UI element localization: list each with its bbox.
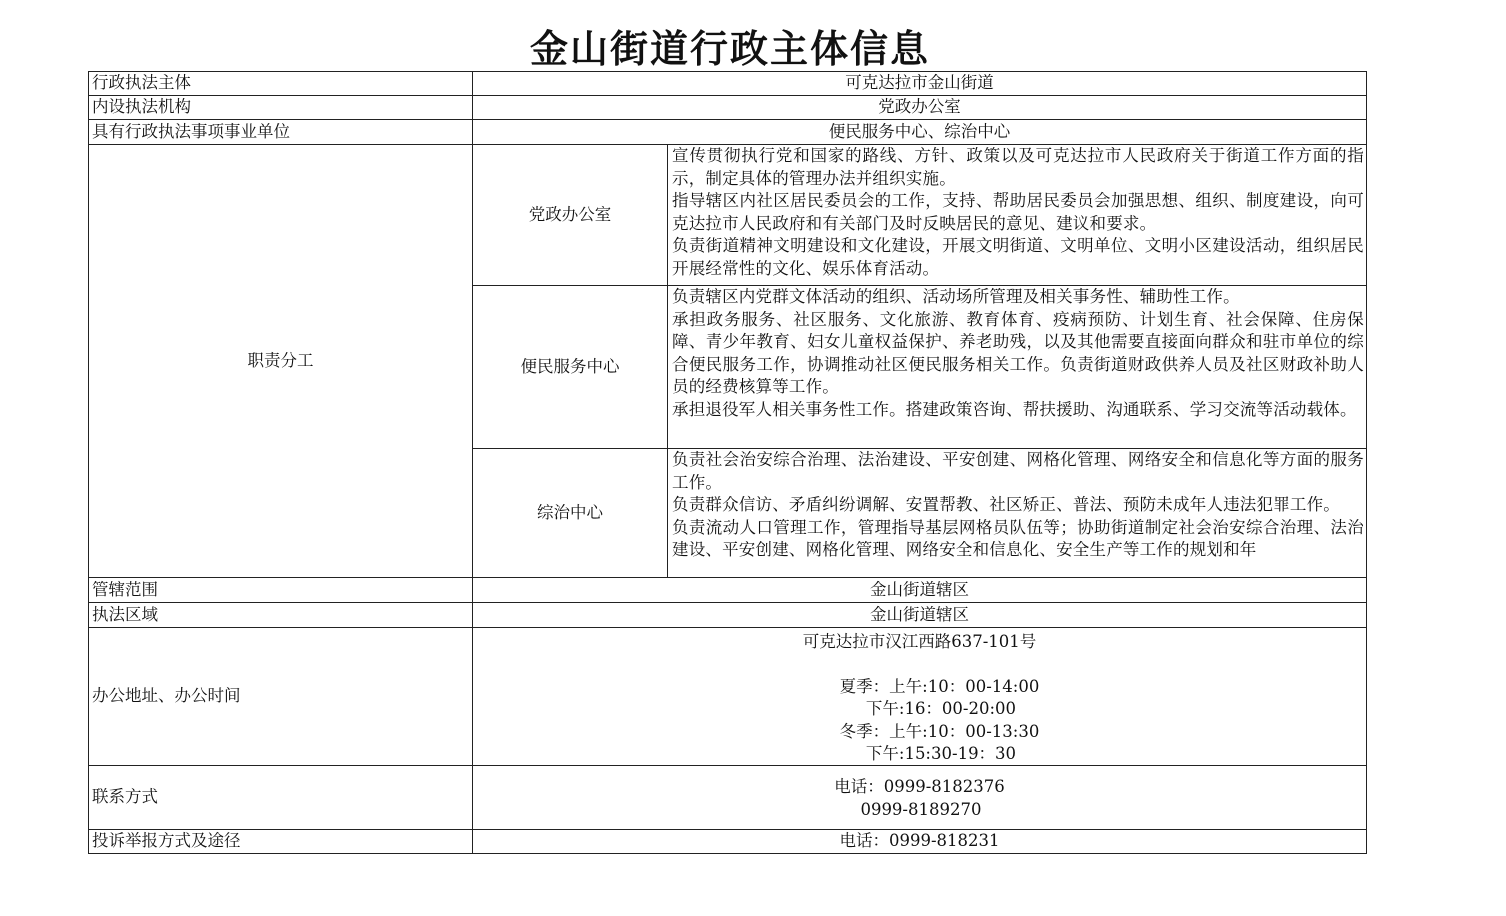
label-duties-text: 职责分工 xyxy=(247,350,314,370)
page-title: 金山街道行政主体信息 xyxy=(529,27,930,71)
dept-name-text: 综治中心 xyxy=(537,502,603,522)
label-office-text: 办公地址、办公时间 xyxy=(92,686,241,706)
summer-pm-hours: 下午:16：00-20:00 xyxy=(839,699,1017,718)
value-enforcement-area xyxy=(472,602,1367,628)
value-subject-text: 可克达拉市金山街道 xyxy=(845,73,994,93)
contact-phone-1: 电话：0999-8182376 xyxy=(834,777,1005,796)
duty-item: 负责流动人口管理工作，管理指导基层网格员队伍等；协助街道制定社会治安综合治理、法治建设、平安创建、网格化管理、网络安全和信息化、安全生产等工作的规划和年 xyxy=(672,517,1364,559)
label-agency-text: 内设执法机构 xyxy=(92,97,191,117)
label-subject-text: 行政执法主体 xyxy=(92,73,191,93)
label-units xyxy=(88,119,473,145)
value-contact xyxy=(472,765,1367,830)
value-agency-text: 党政办公室 xyxy=(878,97,961,117)
value-office xyxy=(472,627,1367,766)
label-jurisdiction xyxy=(88,577,473,603)
contact-phones xyxy=(834,776,1005,821)
contact-phone-2: 0999-8189270 xyxy=(834,799,982,819)
label-units-text: 具有行政执法事项事业单位 xyxy=(92,121,290,141)
label-jurisdiction-text: 管辖范围 xyxy=(92,579,158,599)
value-subject xyxy=(472,71,1367,96)
label-duties xyxy=(88,144,473,578)
dept-duties-service-center xyxy=(667,285,1367,449)
label-subject xyxy=(88,71,473,96)
value-complaint xyxy=(472,829,1367,854)
duty-item: 宣传贯彻执行党和国家的路线、方针、政策以及可克达拉市人民政府关于街道工作方面的指示，制定具体的管理办法并组织实施。 xyxy=(672,146,1364,188)
label-enforcement-area xyxy=(88,602,473,628)
label-complaint xyxy=(88,829,473,854)
label-complaint-text: 投诉举报方式及途径 xyxy=(92,831,241,851)
label-agency xyxy=(88,95,473,120)
dept-name-governance-center xyxy=(472,448,668,578)
label-contact xyxy=(88,765,473,830)
dept-duties-party-office xyxy=(667,144,1367,286)
duty-item: 负责群众信访、矛盾纠纷调解、安置帮教、社区矫正、普法、预防未成年人违法犯罪工作。 xyxy=(672,495,1340,514)
winter-am-hours: 冬季：上午:10：00-13:30 xyxy=(839,721,1040,741)
value-complaint-text: 电话：0999-818231 xyxy=(839,831,1000,851)
label-contact-text: 联系方式 xyxy=(92,787,158,807)
value-jurisdiction-text: 金山街道辖区 xyxy=(870,579,969,599)
value-enforcement-area-text: 金山街道辖区 xyxy=(870,604,969,624)
dept-name-service-center xyxy=(472,285,668,449)
duty-item: 承担退役军人相关事务性工作。搭建政策咨询、帮扶援助、沟通联系、学习交流等活动载体。 xyxy=(672,399,1357,419)
dept-name-text: 便民服务中心 xyxy=(520,356,620,376)
duty-item: 承担政务服务、社区服务、文化旅游、教育体育、疫病预防、计划生育、社会保障、住房保障、青少年教育、妇女儿童权益保护、养老助残，以及其他需要直接面向群众和驻市单位的综合便民服务工作，协调推动社区便民服务相关工作。负责街道财政供养人员及社区财政补助人员的经费核算等工作。 xyxy=(672,309,1364,396)
dept-name-party-office xyxy=(472,144,668,286)
value-units xyxy=(472,119,1367,145)
value-units-text: 便民服务中心、综治中心 xyxy=(828,121,1011,141)
dept-name-text: 党政办公室 xyxy=(528,204,612,224)
summer-am-hours: 夏季：上午:10：00-14:00 xyxy=(839,676,1040,696)
duty-item: 负责辖区内党群文体活动的组织、活动场所管理及相关事务性、辅助性工作。 xyxy=(672,287,1240,306)
office-hours xyxy=(840,676,1040,766)
duty-item: 负责社会治安综合治理、法治建设、平安创建、网格化管理、网络安全和信息化等方面的服务工作。 xyxy=(672,450,1364,492)
label-office xyxy=(88,627,473,766)
office-address: 可克达拉市汉江西路637-101号 xyxy=(802,632,1037,651)
duty-item: 指导辖区内社区居民委员会的工作，支持、帮助居民委员会加强思想、组织、制度建设，向可克达拉市人民政府和有关部门及时反映居民的意见、建议和要求。 xyxy=(672,191,1364,233)
label-enforcement-area-text: 执法区域 xyxy=(92,604,158,624)
dept-duties-governance-center xyxy=(667,448,1367,578)
winter-pm-hours: 下午:15:30-19：30 xyxy=(839,744,1017,763)
value-jurisdiction xyxy=(472,577,1367,603)
duty-item: 负责街道精神文明建设和文化建设，开展文明街道、文明单位、文明小区建设活动，组织居民开展经常性的文化、娱乐体育活动。 xyxy=(672,236,1364,278)
value-agency xyxy=(472,95,1367,120)
